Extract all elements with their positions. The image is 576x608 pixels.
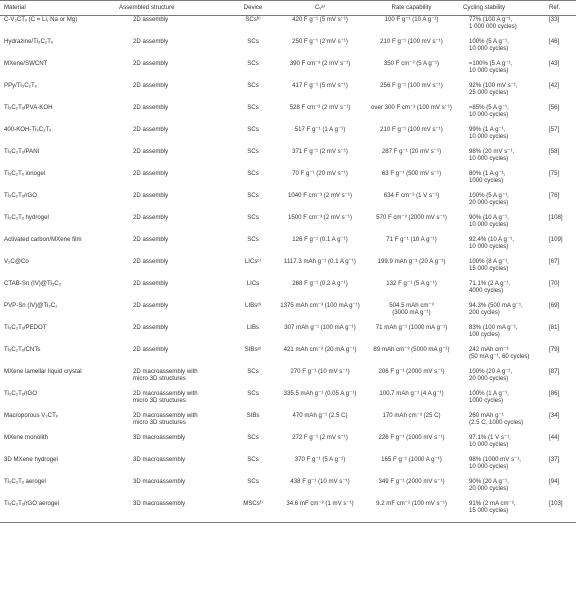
cell-cycling-stability: 100% (20 A g⁻¹, 20 000 cycles)	[469, 368, 513, 382]
table-row	[0, 104, 576, 126]
cell-ref: [86]	[549, 390, 560, 397]
cell-capacity: 1500 F cm⁻³ (2 mV s⁻¹)	[288, 214, 352, 221]
cell-assembled-structure: 2D assembly	[133, 192, 169, 199]
cell-cycling-stability: ≈100% (5 A g⁻¹, 10 000 cycles)	[469, 60, 513, 74]
cell-material: Macroporous V₂CTₓ	[4, 412, 58, 419]
table-row	[0, 412, 576, 434]
cell-device: SCs	[247, 192, 259, 199]
cell-capacity: 438 F g⁻¹ (10 mV s⁻¹)	[290, 478, 350, 485]
cell-assembled-structure: 2D assembly	[133, 236, 169, 243]
header-device: Device	[243, 3, 263, 11]
cell-ref: [46]	[549, 38, 560, 45]
table-row	[0, 170, 576, 192]
cell-material: MXene/SWCNT	[4, 60, 48, 67]
cell-material: V₂C@Co	[4, 258, 29, 265]
cell-rate-capability: 210 F g⁻¹ (100 mV s⁻¹)	[380, 126, 443, 133]
cell-assembled-structure: 2D macroassembly with micro 3D structures	[133, 390, 198, 404]
cell-cycling-stability: 91% (2 mA cm⁻², 15 000 cycles)	[469, 500, 516, 514]
table-row	[0, 148, 576, 170]
cell-device: SCs	[247, 148, 259, 155]
cell-capacity: 272 F g⁻¹ (2 mV s⁻¹)	[292, 434, 348, 441]
table-row	[0, 258, 576, 280]
cell-capacity: 250 F g⁻¹ (2 mV s⁻¹)	[292, 38, 348, 45]
cell-rate-capability: 132 F g⁻¹ (5 A g⁻¹)	[386, 280, 437, 287]
cell-device: SIBs	[246, 412, 260, 419]
cell-cycling-stability: 92.4% (10 A g⁻¹, 10 000 cycles)	[469, 236, 514, 250]
cell-cycling-stability: 80% (1 A g⁻¹, 1000 cycles)	[469, 170, 506, 184]
cell-material: Ti₃C₂Tₓ hydrogel	[4, 214, 49, 221]
table-row	[0, 346, 576, 368]
cell-assembled-structure: 3D macroassembly	[133, 478, 186, 485]
cell-device: SCs	[247, 434, 259, 441]
cell-ref: [79]	[549, 346, 560, 353]
table-row	[0, 434, 576, 456]
cell-ref: [43]	[549, 60, 560, 67]
table-header	[0, 1, 576, 16]
cell-capacity: 1117.3 mAh g⁻¹ (0.1 A g⁻¹)	[284, 258, 356, 265]
cell-assembled-structure: 2D assembly	[133, 214, 169, 221]
cell-ref: [37]	[549, 456, 560, 463]
cell-rate-capability: 100.7 mAh g⁻¹ (4 A g⁻¹)	[379, 390, 444, 397]
cell-ref: [42]	[549, 82, 560, 89]
cell-material: C-V₂CTₓ (C = Li, Na or Mg)	[4, 16, 78, 23]
cell-rate-capability: 634 F cm⁻³ (1 V s⁻¹)	[383, 192, 440, 199]
cell-cycling-stability: 260 mAh g⁻¹ (2.5 C, 1000 cycles)	[469, 412, 524, 426]
table-row	[0, 126, 576, 148]
cell-capacity: 34.6 mF cm⁻² (1 mV s⁻¹)	[286, 500, 354, 507]
cell-material: Ti₃C₂Tₓ/rGO	[4, 192, 38, 199]
cell-device: SCsᵇ⁾	[245, 16, 261, 23]
cell-device: SCs	[247, 214, 259, 221]
cell-assembled-structure: 3D macroassembly	[133, 500, 186, 507]
cell-rate-capability: 100 F g⁻¹ (10 A g⁻¹)	[384, 16, 439, 23]
cell-assembled-structure: 3D macroassembly	[133, 456, 186, 463]
cell-assembled-structure: 2D assembly	[133, 346, 169, 353]
cell-rate-capability: 89 mAh cm⁻³ (5000 mA g⁻¹)	[373, 346, 450, 353]
cell-cycling-stability: 99% (1 A g⁻¹, 10 000 cycles)	[469, 126, 509, 140]
cell-capacity: 370 F g⁻¹ (5 A g⁻¹)	[294, 456, 346, 463]
cell-rate-capability: 350 F cm⁻³ (5 A g⁻¹)	[383, 60, 440, 67]
cell-ref: [109]	[549, 236, 563, 243]
table-row	[0, 38, 576, 60]
cell-capacity: 70 F g⁻¹ (20 mV s⁻¹)	[292, 170, 348, 177]
cell-device: SCs	[247, 478, 259, 485]
cell-device: LICsᶜ⁾	[244, 258, 262, 265]
table-row	[0, 236, 576, 258]
cell-assembled-structure: 2D assembly	[133, 170, 169, 177]
table-row	[0, 60, 576, 82]
cell-rate-capability: 570 F cm⁻³ (2000 mV s⁻¹)	[376, 214, 447, 221]
cell-rate-capability: 226 F g⁻¹ (1000 mV s⁻¹)	[378, 434, 445, 441]
cell-assembled-structure: 2D assembly	[133, 148, 169, 155]
cell-material: PVP-Sn (IV)@Ti₃C₂	[4, 302, 58, 309]
cell-device: SCs	[247, 82, 259, 89]
cell-material: 3D MXene hydrogel	[4, 456, 58, 463]
header-cycling-stability: Cycling stability	[463, 3, 505, 11]
cell-rate-capability: 349 F g⁻¹ (2000 mV s⁻¹)	[378, 478, 445, 485]
cell-cycling-stability: 90% (10 A g⁻¹, 10 000 cycles)	[469, 214, 509, 228]
cell-capacity: 390 F cm⁻³ (2 mV s⁻¹)	[289, 60, 351, 67]
cell-capacity: 1375 mAh cm⁻³ (100 mA g⁻¹)	[280, 302, 360, 309]
cell-capacity: 268 F g⁻¹ (0.2 A g⁻¹)	[292, 280, 348, 287]
table-row	[0, 82, 576, 104]
cell-material: MXene monolith	[4, 434, 49, 441]
cell-assembled-structure: 2D assembly	[133, 82, 169, 89]
cell-rate-capability: 9.2 mF cm⁻² (100 mV s⁻¹)	[376, 500, 447, 507]
cell-rate-capability: 71 F g⁻¹ (10 A g⁻¹)	[386, 236, 437, 243]
cell-ref: [44]	[549, 434, 560, 441]
cell-assembled-structure: 2D macroassembly with micro 3D structures	[133, 412, 198, 426]
cell-ref: [56]	[549, 104, 560, 111]
header-ref: Ref.	[549, 3, 561, 11]
cell-device: SCs	[247, 60, 259, 67]
cell-capacity: 270 F g⁻¹ (10 mV s⁻¹)	[290, 368, 350, 375]
cell-capacity: 421 mAh cm⁻³ (20 mA g⁻¹)	[283, 346, 357, 353]
cell-capacity: 417 F g⁻¹ (5 mV s⁻¹)	[292, 82, 348, 89]
header-rate-capability: Rate capability	[391, 3, 432, 11]
table-row	[0, 214, 576, 236]
cell-cycling-stability: 90% (20 A g⁻¹, 20 000 cycles)	[469, 478, 509, 492]
cell-rate-capability: 63 F g⁻¹ (500 mV s⁻¹)	[381, 170, 442, 177]
cell-device: SIBsᵉ⁾	[244, 346, 262, 353]
cell-cycling-stability: 98% (1000 mV s⁻¹, 10 000 cycles)	[469, 456, 521, 470]
cell-assembled-structure: 2D assembly	[133, 324, 169, 331]
cell-assembled-structure: 3D macroassembly	[133, 434, 186, 441]
cell-device: SCs	[247, 104, 259, 111]
cell-device: SCs	[247, 236, 259, 243]
cell-capacity: 528 F cm⁻³ (2 mV s⁻¹)	[289, 104, 351, 111]
cell-rate-capability: 170 mAh cm⁻³ (25 C)	[382, 412, 441, 419]
cell-cycling-stability: 71.1% (2 A g⁻¹, 4000 cycles)	[469, 280, 511, 294]
header-capacity: Cᵥᵃ⁾	[314, 3, 326, 11]
cell-assembled-structure: 2D assembly	[133, 38, 169, 45]
table-row	[0, 390, 576, 412]
cell-cycling-stability: 100% (1 A g⁻¹, 1000 cycles)	[469, 390, 509, 404]
table-row	[0, 478, 576, 500]
cell-capacity: 126 F g⁻¹ (0.1 A g⁻¹)	[292, 236, 348, 243]
cell-assembled-structure: 2D macroassembly with micro 3D structures	[133, 368, 198, 382]
cell-assembled-structure: 2D assembly	[133, 126, 169, 133]
cell-capacity: 1040 F cm⁻³ (2 mV s⁻¹)	[288, 192, 352, 199]
cell-device: MSCsᶠ⁾	[243, 500, 263, 507]
table-row	[0, 302, 576, 324]
cell-rate-capability: 206 F g⁻¹ (2000 mV s⁻¹)	[378, 368, 445, 375]
cell-material: Ti₃C₂Tₓ aerogel	[4, 478, 46, 485]
cell-cycling-stability: 97.1% (1 V s⁻¹, 10 000 cycles)	[469, 434, 511, 448]
cell-cycling-stability: 100% (8 A g⁻¹, 15 000 cycles)	[469, 258, 509, 272]
cell-ref: [34]	[549, 412, 560, 419]
cell-assembled-structure: 2D assembly	[133, 104, 169, 111]
cell-capacity: 371 F g⁻¹ (2 mV s⁻¹)	[292, 148, 348, 155]
cell-rate-capability: 210 F g⁻¹ (100 mV s⁻¹)	[380, 38, 443, 45]
cell-capacity: 517 F g⁻¹ (1 A g⁻¹)	[294, 126, 346, 133]
cell-device: SCs	[247, 170, 259, 177]
table-row	[0, 456, 576, 478]
cell-cycling-stability: 83% (100 mA g⁻¹, 100 cycles)	[469, 324, 518, 338]
cell-ref: [81]	[549, 324, 560, 331]
cell-ref: [57]	[549, 126, 560, 133]
cell-ref: [67]	[549, 258, 560, 265]
cell-assembled-structure: 2D assembly	[133, 302, 169, 309]
cell-material: PPy/Ti₃C₂Tₓ	[4, 82, 37, 89]
cell-device: SCs	[247, 368, 259, 375]
cell-material: Ti₃C₂Tₓ/PVA-KOH	[4, 104, 53, 111]
cell-material: CTAB-Sn (IV)@Ti₃C₂	[4, 280, 62, 287]
cell-ref: [87]	[549, 368, 560, 375]
cell-rate-capability: 71 mAh g⁻¹ (1000 mA g⁻¹)	[375, 324, 448, 331]
cell-ref: [76]	[549, 192, 560, 199]
cell-cycling-stability: 100% (5 A g⁻¹, 10 000 cycles)	[469, 38, 509, 52]
table-body	[0, 16, 576, 523]
table-row	[0, 368, 576, 390]
cell-device: LICs	[246, 280, 260, 287]
cell-material: Ti₃C₂Tₓ ionogel	[4, 170, 46, 177]
cell-capacity: 470 mAh g⁻¹ (2.5 C)	[292, 412, 348, 419]
cell-cycling-stability: ≈85% (5 A g⁻¹, 10 000 cycles)	[469, 104, 509, 118]
cell-device: LIBsᵈ⁾	[245, 302, 261, 309]
cell-rate-capability: 287 F g⁻¹ (20 mV s⁻¹)	[381, 148, 442, 155]
cell-cycling-stability: 98% (20 mV s⁻¹, 10 000 cycles)	[469, 148, 515, 162]
cell-material: 400-KOH-Ti₃C₂Tₓ	[4, 126, 52, 133]
cell-ref: [94]	[549, 478, 560, 485]
cell-cycling-stability: 94.3% (500 mA g⁻¹, 200 cycles)	[469, 302, 523, 316]
cell-ref: [58]	[549, 148, 560, 155]
cell-rate-capability: 199.9 mAh g⁻¹ (20 A g⁻¹)	[377, 258, 446, 265]
table-row	[0, 324, 576, 346]
cell-cycling-stability: 77% (100 A g⁻¹, 1 000 000 cycles)	[469, 16, 517, 30]
cell-rate-capability: 504.5 mAh cm⁻³ (3000 mA g⁻¹)	[389, 302, 434, 316]
cell-assembled-structure: 2D assembly	[133, 258, 169, 265]
cell-device: SCs	[247, 390, 259, 397]
cell-ref: [70]	[549, 280, 560, 287]
cell-capacity: 420 F g⁻¹ (5 mV s⁻¹)	[292, 16, 348, 23]
cell-assembled-structure: 2D assembly	[133, 60, 169, 67]
cell-material: Ti₃C₂Tₓ/CNTs	[4, 346, 41, 353]
cell-material: MXene lamellar liquid crystal	[4, 368, 82, 375]
cell-ref: [108]	[549, 214, 563, 221]
cell-capacity: 335.5 mAh g⁻¹ (0.05 A g⁻¹)	[283, 390, 357, 397]
cell-material: Ti₃C₂Tₓ/rGO	[4, 390, 38, 397]
cell-material: Ti₃C₂Tₓ/rGO aerogel	[4, 500, 60, 507]
cell-ref: [69]	[549, 302, 560, 309]
table-row	[0, 192, 576, 214]
cell-material: Activated carbon/MXene film	[4, 236, 82, 243]
table-row	[0, 16, 576, 39]
cell-device: SCs	[247, 38, 259, 45]
cell-device: LIBs	[246, 324, 260, 331]
header-assembled-structure: Assembled structure	[119, 3, 175, 11]
cell-material: Hydrazine/Ti₃C₂Tₓ	[4, 38, 53, 45]
cell-device: SCs	[247, 126, 259, 133]
cell-ref: [75]	[549, 170, 560, 177]
cell-material: Ti₃C₂Tₓ/PEDOT	[4, 324, 47, 331]
table-row	[0, 280, 576, 302]
header-row	[0, 1, 576, 16]
cell-rate-capability: over 300 F cm⁻³ (100 mV s⁻¹)	[371, 104, 452, 111]
cell-rate-capability: 256 F g⁻¹ (100 mV s⁻¹)	[380, 82, 443, 89]
cell-assembled-structure: 2D assembly	[133, 280, 169, 287]
cell-cycling-stability: 242 mAh cm⁻³ (50 mA g⁻¹, 60 cycles)	[469, 346, 530, 360]
cell-assembled-structure: 2D assembly	[133, 16, 169, 23]
cell-capacity: 307 mAh g⁻¹ (100 mA g⁻¹)	[284, 324, 356, 331]
cell-material: Ti₃C₂Tₓ/PANI	[4, 148, 40, 155]
cell-cycling-stability: 100% (5 A g⁻¹, 20 000 cycles)	[469, 192, 509, 206]
header-material: Material	[4, 3, 26, 11]
cell-rate-capability: 165 F g⁻¹ (1000 A g⁻¹)	[381, 456, 442, 463]
cell-device: SCs	[247, 456, 259, 463]
table-row	[0, 500, 576, 523]
cell-ref: [33]	[549, 16, 560, 23]
cell-cycling-stability: 92% (100 mV s⁻¹, 25 000 cycles)	[469, 82, 518, 96]
cell-ref: [103]	[549, 500, 563, 507]
